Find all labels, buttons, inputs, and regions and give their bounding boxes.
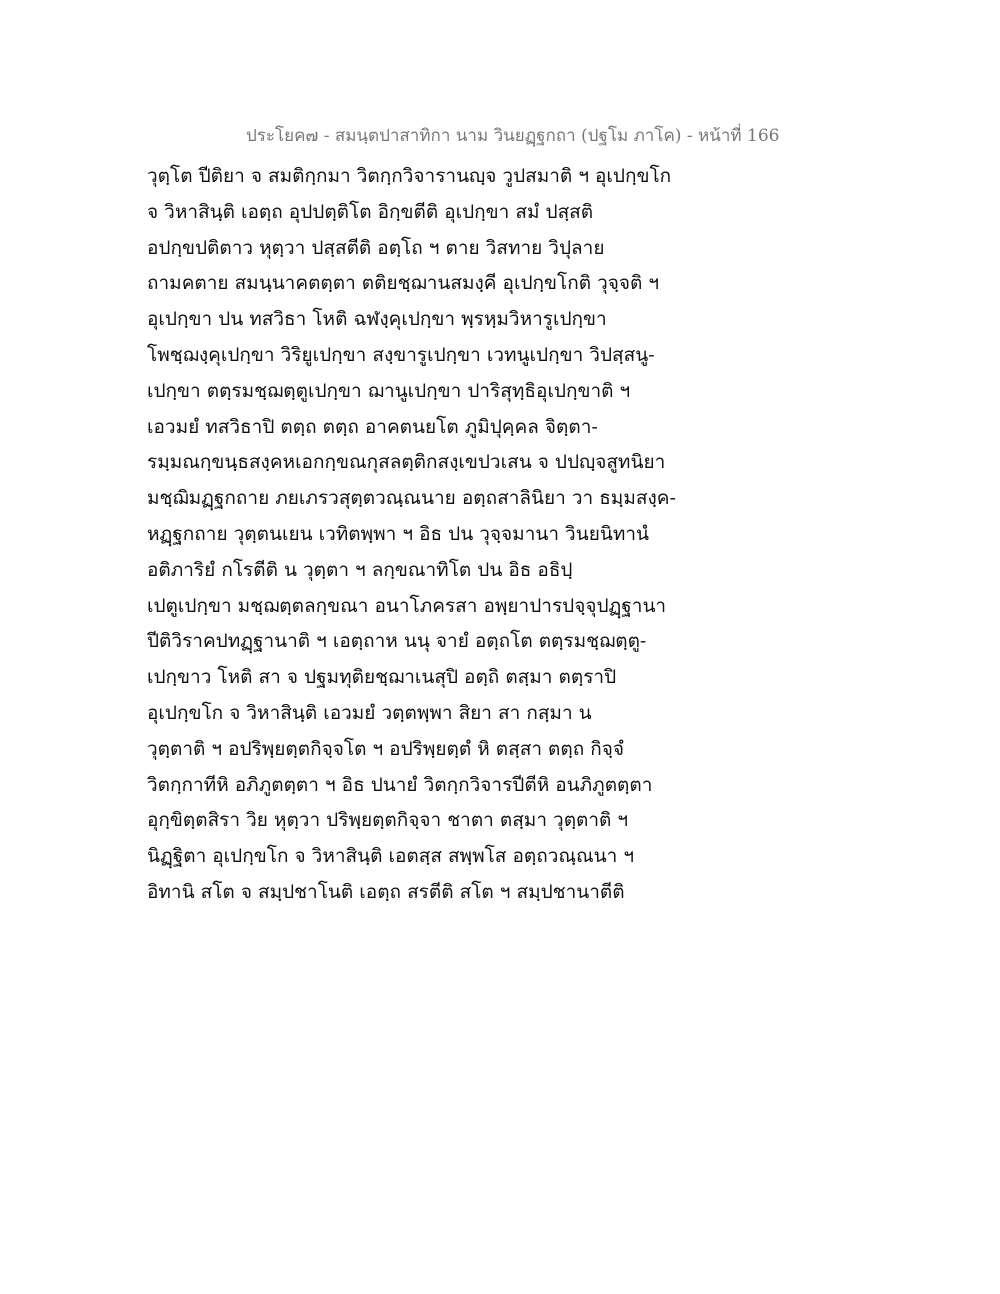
text-line: อุเปกฺขา ปน ทสวิธา โหติ ฉฬงฺคุเปกฺขา พฺรหฺมวิหารูเปกฺขา (147, 308, 607, 331)
text-line: มชฺฌิมฏฺฐกถาย ภยเภรวสุตฺตวณฺณนาย อตฺถสาลินิยา วา ธมฺมสงฺค- (147, 487, 676, 510)
text-line: เปตูเปกฺขา มชฺฌตฺตลกฺขณา อนาโภครสา อพฺยาปารปจฺจุปฏฺฐานา (147, 594, 667, 617)
text-line: อปกฺขปติตาว หุตฺวา ปสฺสตีติ อตฺโถ ฯ ตาย วิสทาย วิปุลาย (147, 236, 605, 259)
text-line: จ วิหาสินฺติ เอตฺถ อุปปตฺติโต อิกฺขตีติ อุเปกฺขา สมํ ปสฺสติ (147, 200, 594, 223)
text-line: เปกฺขาว โหติ สา จ ปฐมทุติยชฺฌาเนสุปิ อตฺถิ ตสฺมา ตตฺราปิ (147, 666, 617, 689)
body-text (147, 159, 687, 911)
text-line: โพชฺฌงฺคุเปกฺขา วิริยูเปกฺขา สงฺขารูเปกฺขา เวทนูเปกฺขา วิปสฺสนู- (147, 343, 655, 366)
text-line: หฏฺฐกถาย วุตฺตนเยน เวทิตพฺพา ฯ อิธ ปน วุจฺจมานา วินยนิทานํ (147, 522, 650, 545)
text-line: วุตฺโต ปีติยา จ สมติกฺกมา วิตกฺกวิจารานญฺจ วูปสมาติ ฯ อุเปกฺขโก (147, 165, 672, 187)
text-line: ปีติวิราคปทฏฺฐานาติ ฯ เอตฺถาห นนุ จายํ อตฺถโต ตตฺรมชฺฌตฺตู- (147, 630, 647, 653)
text-line: เอวมยํ ทสวิธาปิ ตตฺถ ตตฺถ อาคตนยโต ภูมิปุคฺคล จิตฺตา- (147, 415, 598, 438)
text-line: ถามคตาย สมนฺนาคตตฺตา ตติยชฺฌานสมงฺคี อุเปกฺขโกติ วุจฺจติ ฯ (147, 272, 660, 295)
text-line: รมฺมณกฺขนฺธสงฺคหเอกกฺขณกุสลตฺติกสงฺเขปวเสน จ ปปญฺจสูทนิยา (147, 451, 666, 474)
text-line: อุกฺขิตฺตสิรา วิย หุตฺวา ปริพฺยตฺตกิจฺจา ชาตา ตสฺมา วุตฺตาติ ฯ (147, 809, 629, 832)
text-line: นิฏฺฐิตา อุเปกฺขโก จ วิหาสินฺติ เอตสฺส สพฺพโส อตฺถวณฺณนา ฯ (147, 845, 634, 868)
text-line: อติภาริยํ กโรตีติ น วุตฺตา ฯ ลกฺขณาทิโต ปน อิธ อธิปฺ (147, 558, 573, 581)
text-line: วุตฺตาติ ฯ อปริพฺยตฺตกิจฺจโต ฯ อปริพฺยตฺตํ หิ ตสฺสา ตตฺถ กิจฺจํ (147, 737, 625, 760)
text-line: วิตกฺกาทีหิ อภิภูตตฺตา ฯ อิธ ปนายํ วิตกฺกวิจารปีตีหิ อนภิภูตตฺตา (147, 773, 653, 796)
text-line: อิทานิ สโต จ สมฺปชาโนติ เอตฺถ สรตีติ สโต ฯ สมฺปชานาตีติ (147, 880, 625, 903)
text-line: เปกฺขา ตตฺรมชฺฌตฺตูเปกฺขา ฌานูเปกฺขา ปาริสุทฺธิอุเปกฺขาติ ฯ (147, 379, 631, 402)
running-header: ประโยค๗ - สมนฺตปาสาทิกา นาม วินยฏฺฐกถา (ปฐโม ภาโค) - หน้าที่ 166 (246, 126, 780, 146)
text-line: อุเปกฺขโก จ วิหาสินฺติ เอวมยํ วตฺตพฺพา สิยา สา กสฺมา น (147, 701, 592, 724)
